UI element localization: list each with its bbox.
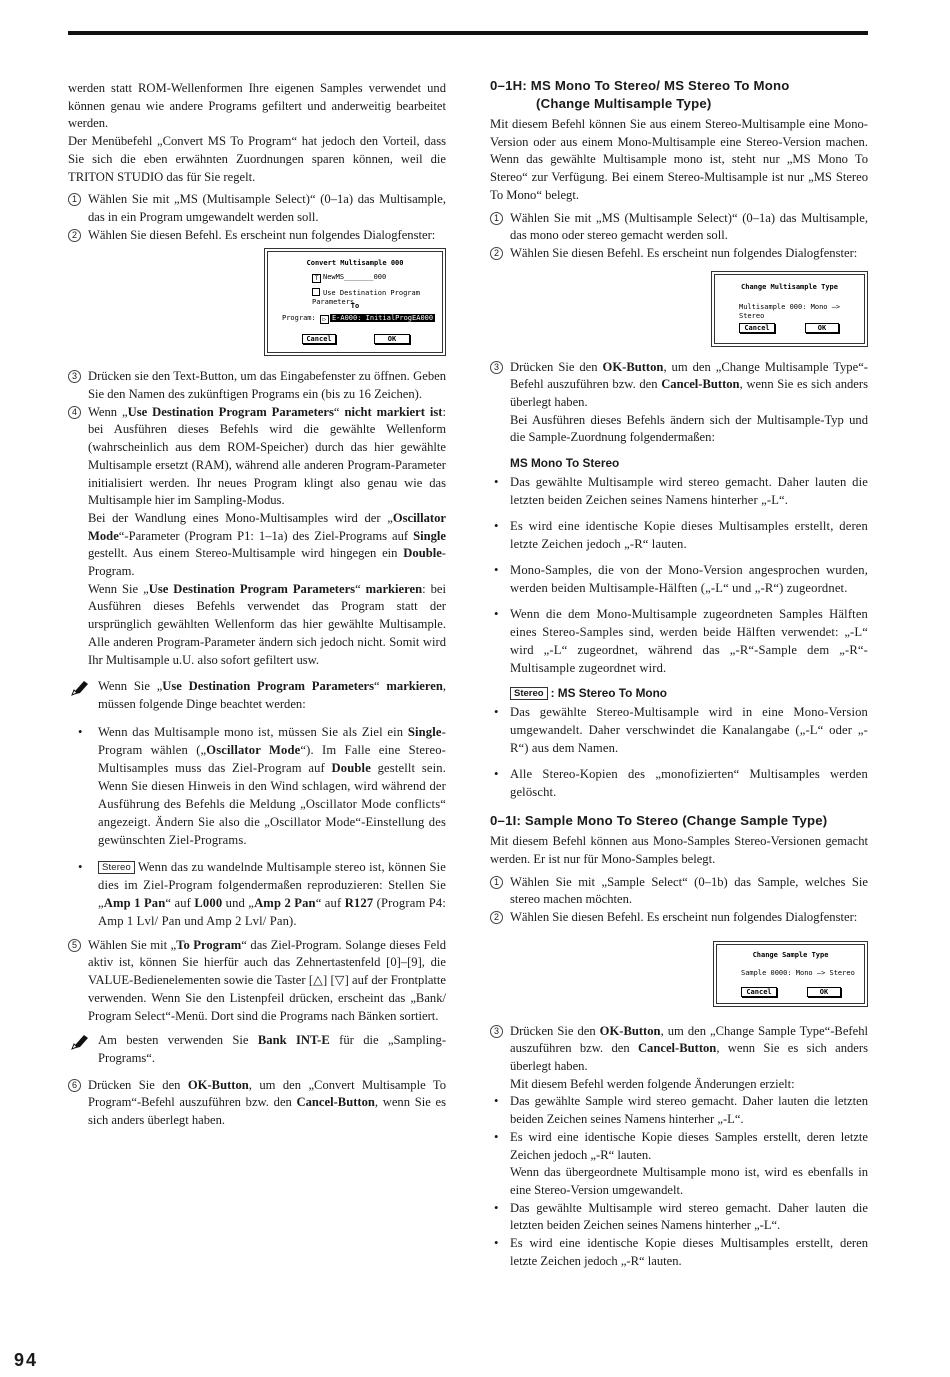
- step-number: 5: [68, 939, 81, 952]
- bullet-item: • Es wird eine identische Kopie dieses Multisamples erstellt, deren letzte Zeichen jedoch „-R“ lauten.: [490, 1235, 868, 1270]
- step-text: Drücken Sie den OK-Button, um den „Change Multisample Type“-Befehl auszuführen bzw. den Cancel-Button, wenn Sie es sich anders überlegt haben.: [510, 359, 868, 410]
- step-6: [68, 1077, 446, 1130]
- section-heading-0-1i: 0–1I: Sample Mono To Stereo (Change Sample Type): [490, 813, 828, 829]
- pen-note-icon: [70, 678, 90, 696]
- stereo-tag: Stereo: [510, 687, 548, 700]
- bullet-item: • Alle Stereo-Kopien des „monofizierten“ Multisamples werden gelöscht.: [494, 767, 868, 800]
- step-number: 3: [68, 370, 81, 383]
- right-column: [490, 77, 868, 1271]
- step-text: Wählen Sie mit „MS (Multisample Select)“ (0–1a) das Multisample, das mono oder stereo gemacht werden soll.: [510, 210, 868, 243]
- bullet-item: • Das gewählte Sample wird stereo gemacht. Daher lauten die letzten beiden Zeichen seines Namens hinterher „-L“.: [490, 1093, 868, 1128]
- checkbox-label: Use Destination Program Parameters: [312, 289, 420, 307]
- bullet-item: • Das gewählte Multisample wird stereo gemacht. Daher lauten die letzten beiden Zeichen seines Namens hinterher „-L“.: [490, 1200, 868, 1235]
- step-number: 1: [490, 212, 503, 225]
- down-triangle-icon: ▽: [334, 973, 345, 988]
- change-sample-type-dialog: [713, 941, 868, 1007]
- bullet-item: • Mono-Samples, die von der Mono-Version angesprochen wurden, werden beiden Multisample-Hälften („-L“ und „-R“) zugeordnet.: [494, 563, 868, 596]
- final-bullet-list: [490, 1093, 868, 1270]
- top-rule: [68, 31, 868, 35]
- step-text: Mit diesem Befehl werden folgende Änderungen erzielt:: [510, 1076, 795, 1091]
- dialog-text: Sample 0000: Mono –> Stereo: [741, 968, 855, 977]
- bullet-text: Alle Stereo-Kopien des „monofizierten“ Multisamples werden gelöscht.: [510, 767, 868, 800]
- note-2: [68, 1032, 446, 1067]
- left-column: [68, 80, 446, 1130]
- subheading-mono-to-stereo: MS Mono To Stereo: [510, 456, 620, 471]
- section-intro: Mit diesem Befehl können aus Mono-Samples Stereo-Versionen gemacht werden. Er ist nur für Mono-Samples belegt.: [490, 834, 868, 866]
- step-text: Drücken sie den Text-Button, um das Eingabefenster zu öffnen. Geben Sie den Namen des zukünftigen Programs ein (bis zu 16 Zeichen).: [88, 369, 446, 402]
- step-number: 2: [68, 229, 81, 242]
- step-3: [490, 1023, 868, 1094]
- step-text: Drücken Sie den OK-Button, um den „Convert Multisample To Program“-Befehl auszuführen bzw. den Cancel-Button, wenn Sie es sich anders überlegt haben.: [88, 1077, 446, 1128]
- note-1: [68, 678, 446, 713]
- dialog-title: Convert Multisample 000: [306, 259, 404, 268]
- step-5: [68, 937, 446, 1026]
- dialog-text: Multisample 000: Mono –> Stereo: [739, 302, 841, 320]
- step-number: 3: [490, 361, 503, 374]
- bullet-text: Das gewählte Multisample wird stereo gemacht. Daher lauten die letzten beiden Zeichen seines Namens hinterher „-L“.: [510, 475, 868, 508]
- step-text: Bei der Wandlung eines Mono-Multisamples wird der „Oscillator Mode“-Parameter (Program P1: 1–1a) des Ziel-Programs auf Single gestellt. Aus einem Stereo-Multisample wird hingegen ein Double-Program.: [88, 510, 446, 579]
- bullet-text: Es wird eine identische Kopie dieses Samples erstellt, deren letzte Zeichen jedoch „-R“ lauten.: [510, 1129, 868, 1162]
- step-1: [490, 210, 868, 245]
- to-label: To: [350, 302, 360, 311]
- bullet-item: • Das gewählte Stereo-Multisample wird in eine Mono-Version umgewandelt. Daher verschwindet die Kanalangabe („-L“ oder „-R“) aus dem Namen.: [494, 705, 868, 756]
- step-text: Wählen Sie diesen Befehl. Es erscheint nun folgendes Dialogfenster:: [510, 909, 858, 924]
- bullet-text: Das gewählte Stereo-Multisample wird in eine Mono-Version umgewandelt. Daher verschwindet die Kanalangabe („-L“ oder „-R“) aus dem Namen.: [510, 705, 868, 756]
- step-text: Bei Ausführen dieses Befehls ändern sich der Multisample-Typ und die Sample-Zuordnung folgendermaßen:: [510, 412, 868, 445]
- intro-paragraph: werden statt ROM-Wellenformen Ihre eigenen Samples verwendet und können genau wie andere Programs gefiltert und anderweitig bearbeitet werden.: [68, 81, 446, 131]
- step-2: [490, 909, 868, 927]
- stereo-tag: Stereo: [98, 861, 135, 874]
- step-text: Wählen Sie mit „Sample Select“ (0–1b) das Sample, welches Sie stereo machen möchten.: [510, 874, 868, 907]
- step-number: 6: [68, 1079, 81, 1092]
- step-text: Wählen Sie mit „To Program“ das Ziel-Program. Solange dieses Feld aktiv ist, können Sie hierfür auch das Zehnertastenfeld [0]–[9], die VALUE-Bedienelementen sowie die Taster [△] [▽] auf der Frontplatte verwenden. Wenn Sie den Listenpfeil drücken, erscheint das „Bank/ Program Select“-Menü. Dort sind die Programs nach Bänken sortiert.: [88, 937, 446, 1023]
- step-2: [490, 245, 868, 263]
- step-number: 3: [490, 1025, 503, 1038]
- up-triangle-icon: △: [313, 973, 323, 988]
- name-field[interactable]: [312, 273, 386, 283]
- bullet-text: Wenn das übergeordnete Multisample mono ist, wird es ebenfalls in eine Stereo-Version umgewandelt.: [510, 1165, 868, 1197]
- step-2: [68, 227, 446, 245]
- step-4: [68, 404, 446, 670]
- note-text: Wenn Sie „Use Destination Program Parameters“ markieren, müssen folgende Dinge beachtet werden:: [98, 679, 446, 711]
- step-text: Wählen Sie diesen Befehl. Es erscheint nun folgendes Dialogfenster:: [88, 227, 436, 242]
- convert-multisample-dialog: [264, 248, 446, 356]
- step-text: Wählen Sie mit „MS (Multisample Select)“ (0–1a) das Multisample, das in ein Program umgewandelt werden soll.: [88, 192, 446, 224]
- mono-bullet-list: [490, 473, 868, 677]
- step-number: 2: [490, 911, 503, 924]
- bullet-item: • Stereo Wenn das zu wandelnde Multisample stereo ist, können Sie dies im Ziel-Program folgendermaßen reproduzieren: Stellen Sie „Amp 1 Pan“ auf L000 und „Amp 2 Pan“ auf R127 (Program P4: Amp 1 Lvl/ Pan und Amp 2 Lvl/ Pan).: [78, 859, 446, 928]
- bullet-text: Es wird eine identische Kopie dieses Multisamples erstellt, deren letzte Zeichen jedoch „-R“ lauten.: [510, 519, 868, 552]
- bullet-item: • Es wird eine identische Kopie dieses Multisamples erstellt, deren letzte Zeichen jedoch „-R“ lauten.: [494, 519, 868, 552]
- checkbox-icon[interactable]: [312, 288, 320, 296]
- program-label: Program:: [282, 314, 316, 323]
- step-3: [490, 359, 868, 448]
- ok-button[interactable]: OK: [374, 334, 410, 344]
- page-number: 94: [14, 1350, 39, 1370]
- bullet-text: Wenn das Multisample mono ist, müssen Sie als Ziel ein Single-Program wählen („Oscillator Mode“). Im Falle eine Stereo-Multisamples muss das Ziel-Program auf Double gestellt sein. Wenn Sie diesen Hinweis in den Wind schlagen, wird während der Ausführung des Befehls die Meldung „Oscillator Mode conflicts“ angezeigt. Ändern Sie also die „Oscillator Mode“-Einstellung des gewünschten Ziel-Programs.: [98, 724, 447, 847]
- dialog-title: Change Multisample Type: [741, 282, 838, 291]
- dialog-title: Change Sample Type: [752, 950, 829, 959]
- step-text: Wenn „Use Destination Program Parameters“ nicht markiert ist: bei Ausführen dieses Befehls wird die gewählte Wellenform (wahrscheinlich aus dem ROM-Speicher) durch das hier gewählte Multisample ersetzt (RAM), während alle anderen Program-Parameter initialisiert werden. Ihr neues Program klingt also genau wie das Multisample hier im Sampling-Modus.: [88, 404, 446, 508]
- bullet-text: Es wird eine identische Kopie dieses Multisamples erstellt, deren letzte Zeichen jedoch „-R“ lauten.: [510, 1236, 868, 1268]
- bullet-text: Mono-Samples, die von der Mono-Version angesprochen wurden, werden beiden Multisample-Hälften („-L“ und „-R“) zugeordnet.: [510, 563, 868, 596]
- bullet-text: Das gewählte Multisample wird stereo gemacht. Daher lauten die letzten beiden Zeichen seines Namens hinterher „-L“.: [510, 1200, 868, 1233]
- step-text: Wenn Sie „Use Destination Program Parameters“ markieren: bei Ausführen dieses Befehls verwendet das Program statt der ursprünglich gewählten Wellenform das hier gewählte Multisample. Alle anderen Program-Parameter ändern sich jedoch nicht. Somit wird Ihr Multisample u.U. also sofort gefiltert usw.: [88, 581, 446, 667]
- bullet-text: Das gewählte Sample wird stereo gemacht. Daher lauten die letzten beiden Zeichen seines Namens hinterher „-L“.: [510, 1094, 868, 1127]
- program-row: [282, 314, 435, 324]
- step-text: Drücken Sie den OK-Button, um den „Change Sample Type“-Befehl auszuführen bzw. den Cancel-Button, wenn Sie es sich anders überlegt haben.: [510, 1023, 868, 1074]
- list-arrow-icon[interactable]: ▷: [320, 315, 329, 324]
- change-multisample-type-dialog: [711, 271, 868, 347]
- cancel-button[interactable]: Cancel: [741, 987, 777, 997]
- bullet-item: • Wenn die dem Mono-Multisample zugeordneten Samples Hälften eines Stereo-Samples sind, werden beide Hälften verwendet: „-L“ wird „-L“ zugeordnet, während das „-R“-Sample dem „-R“-Multisample zugeordnet wird.: [494, 607, 868, 676]
- pen-note-icon: [70, 1032, 90, 1050]
- stereo-bullet-list: [490, 703, 868, 801]
- step-number: 4: [68, 406, 81, 419]
- cancel-button[interactable]: Cancel: [739, 323, 775, 333]
- ms-name: NewMS_______000: [323, 273, 387, 282]
- note-text: Am besten verwenden Sie Bank INT-E für die „Sampling-Programs“.: [98, 1033, 447, 1065]
- bullet-item: • Es wird eine identische Kopie dieses Samples erstellt, deren letzte Zeichen jedoch „-R“ lauten. Wenn das übergeordnete Multisample mono ist, wird es ebenfalls in eine Stereo-Version umgewandelt.: [490, 1129, 868, 1200]
- step-number: 2: [490, 247, 503, 260]
- subheading-stereo-to-mono: Stereo : MS Stereo To Mono: [510, 685, 868, 702]
- bullet-text: Wenn die dem Mono-Multisample zugeordneten Samples Hälften eines Stereo-Samples sind, werden beide Hälften verwendet: „-L“ wird „-L“ zugeordnet, während das „-R“-Sample dem „-R“-Multisample zugeordnet wird.: [510, 607, 868, 676]
- section-heading-0-1h: 0–1H: MS Mono To Stereo/ MS Stereo To Mono (Change Multisample Type): [490, 78, 790, 111]
- step-1: [68, 191, 446, 226]
- bullet-text: Stereo Wenn das zu wandelnde Multisample stereo ist, können Sie dies im Ziel-Program folgendermaßen reproduzieren: Stellen Sie „Amp 1 Pan“ auf L000 und „Amp 2 Pan“ auf R127 (Program P4: Amp 1 Lvl/ Pan und Amp 2 Lvl/ Pan).: [98, 859, 446, 928]
- cancel-button[interactable]: Cancel: [302, 334, 336, 344]
- step-3: [68, 368, 446, 403]
- bullet-item: • Das gewählte Multisample wird stereo gemacht. Daher lauten die letzten beiden Zeichen seines Namens hinterher „-L“.: [494, 475, 868, 508]
- ok-button[interactable]: OK: [807, 987, 841, 997]
- step-number: 1: [68, 193, 81, 206]
- intro-paragraph-2: Der Menübefehl „Convert MS To Program“ hat jedoch den Vorteil, dass Sie sich die eben erwähnten Zuordnungen sparen können, weil die TRITON STUDIO das für Sie regelt.: [68, 134, 446, 184]
- section-intro: Mit diesem Befehl können Sie aus einem Stereo-Multisample eine Mono-Version oder aus einem Mono-Multisample eine Stereo-Version machen. Wenn das gewählte Multisample mono ist, steht nur „MS Mono To Stereo“ zur Verfügung. Bei einem Stereo-Multisample ist nur „MS Stereo To Mono“ belegt.: [490, 117, 868, 202]
- program-value[interactable]: E-A000: InitialProgEA000: [331, 314, 434, 323]
- step-text: Wählen Sie diesen Befehl. Es erscheint nun folgendes Dialogfenster:: [510, 245, 858, 260]
- ok-button[interactable]: OK: [805, 323, 839, 333]
- text-edit-icon[interactable]: T: [312, 274, 321, 283]
- bullet-item: • Wenn das Multisample mono ist, müssen Sie als Ziel ein Single-Program wählen („Oscillator Mode“). Im Falle eine Stereo-Multisamples muss das Ziel-Program auf Double gestellt sein. Wenn Sie diesen Hinweis in den Wind schlagen, wird während der Ausführung des Befehls die Meldung „Oscillator Mode conflicts“ angezeigt. Ändern Sie also die „Oscillator Mode“-Einstellung des gewünschten Ziel-Programs.: [78, 724, 447, 847]
- step-number: 1: [490, 876, 503, 889]
- step-1: [490, 874, 868, 909]
